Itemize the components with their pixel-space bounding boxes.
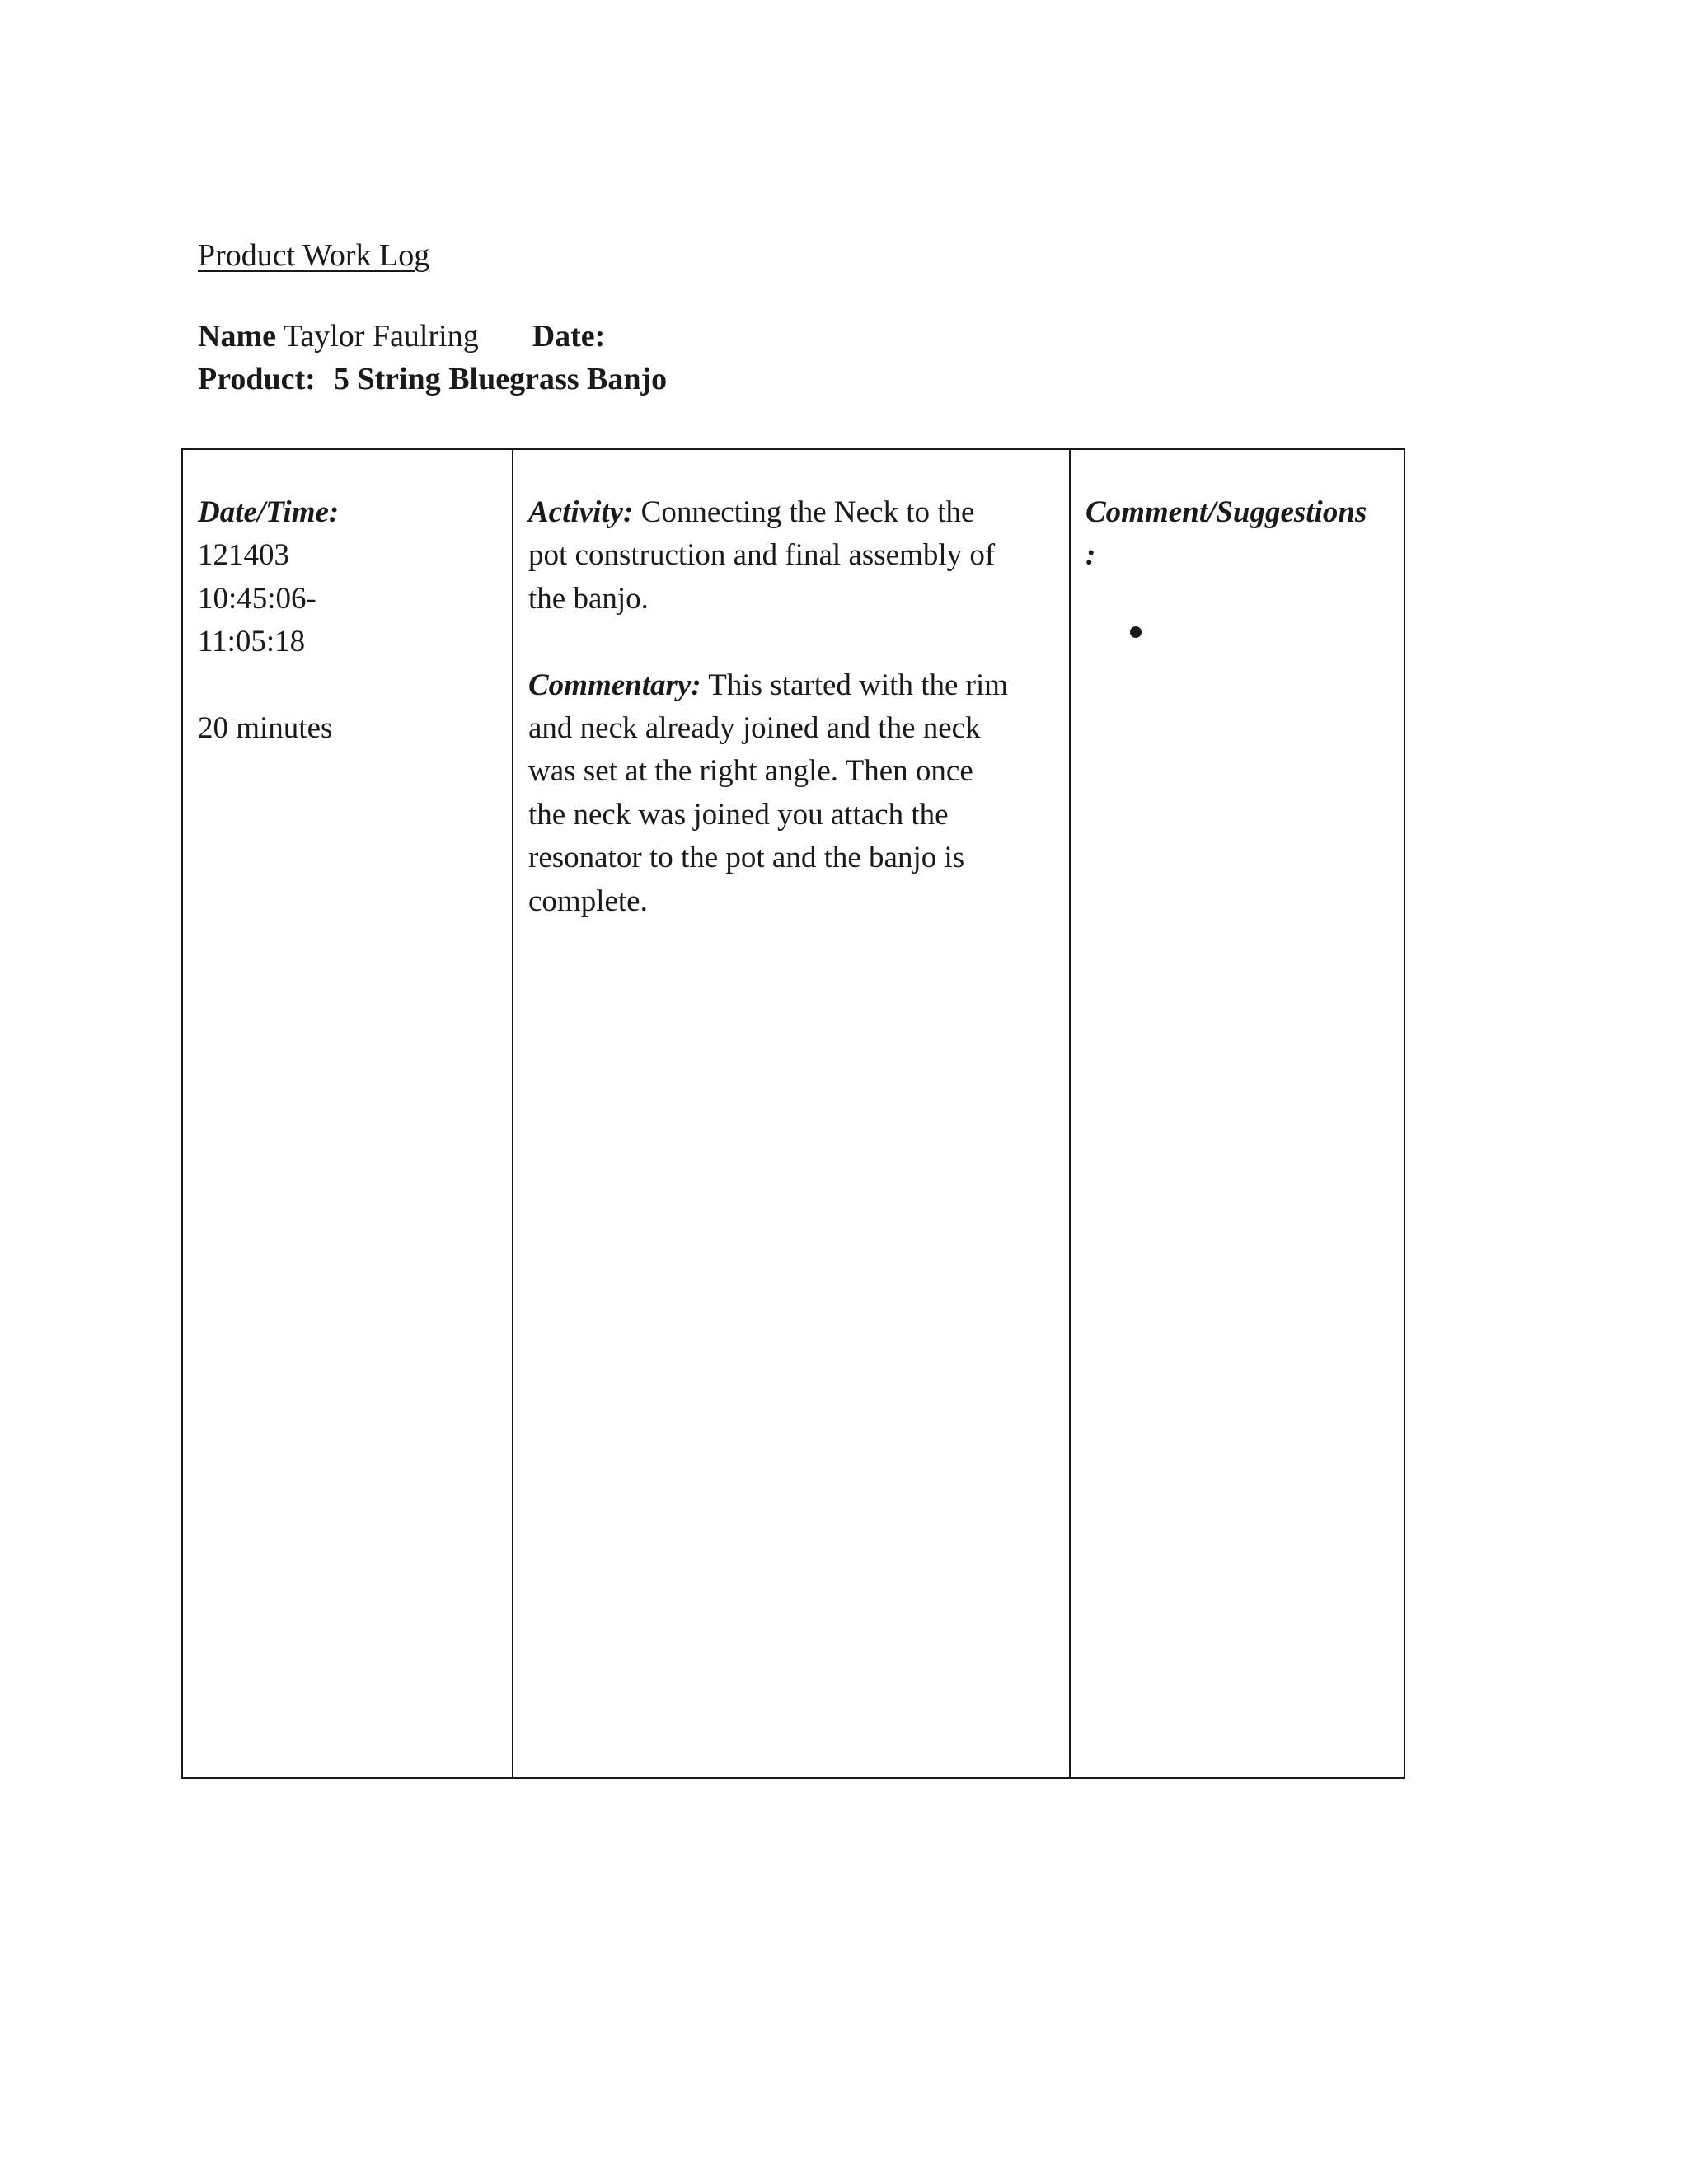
time-end: 11:05:18 bbox=[198, 625, 306, 659]
activity-line-3: the banjo. bbox=[528, 581, 649, 616]
comment-label-colon: : bbox=[1085, 538, 1096, 573]
activity-label: Activity: bbox=[528, 495, 634, 529]
commentary-line-6: complete. bbox=[528, 883, 648, 918]
activity-cell bbox=[513, 450, 1071, 1777]
product-value: 5 String Bluegrass Banjo bbox=[333, 362, 668, 396]
suggestion-list bbox=[1085, 607, 1395, 640]
activity-line-2: pot construction and final assembly of bbox=[528, 538, 996, 573]
activity-spacer bbox=[528, 621, 1054, 663]
product-label: Product: bbox=[198, 362, 316, 396]
work-log-table bbox=[181, 448, 1405, 1779]
product-line bbox=[198, 361, 667, 397]
document-title: Product Work Log bbox=[198, 238, 430, 273]
comment-cell bbox=[1071, 450, 1404, 1777]
activity-text-1: Connecting the Neck to the bbox=[633, 495, 975, 529]
name-line bbox=[198, 318, 605, 354]
date-time-cell bbox=[183, 450, 513, 1777]
list-item bbox=[1130, 607, 1395, 640]
date-value: 121403 bbox=[198, 538, 289, 573]
commentary-line-5: resonator to the pot and the banjo is bbox=[528, 841, 965, 875]
commentary-line-2: and neck already joined and the neck bbox=[528, 711, 981, 746]
commentary-line-4: the neck was joined you attach the bbox=[528, 797, 949, 832]
commentary-label: Commentary: bbox=[528, 668, 701, 702]
commentary-text-1: This started with the rim bbox=[701, 668, 1009, 702]
commentary-line-1 bbox=[528, 664, 1054, 707]
name-value: Taylor Faulring bbox=[283, 319, 479, 354]
comment-label: Comment/Suggestions bbox=[1085, 495, 1367, 529]
time-start: 10:45:06- bbox=[198, 581, 316, 616]
date-spacer bbox=[198, 664, 512, 707]
date-label: Date: bbox=[532, 319, 606, 354]
bullet-icon bbox=[1130, 626, 1142, 638]
commentary-line-3: was set at the right angle. Then once bbox=[528, 754, 973, 789]
date-time-label: Date/Time: bbox=[198, 495, 340, 529]
name-label: Name bbox=[198, 319, 276, 354]
activity-line-1 bbox=[528, 491, 1054, 534]
duration-value: 20 minutes bbox=[198, 711, 333, 746]
